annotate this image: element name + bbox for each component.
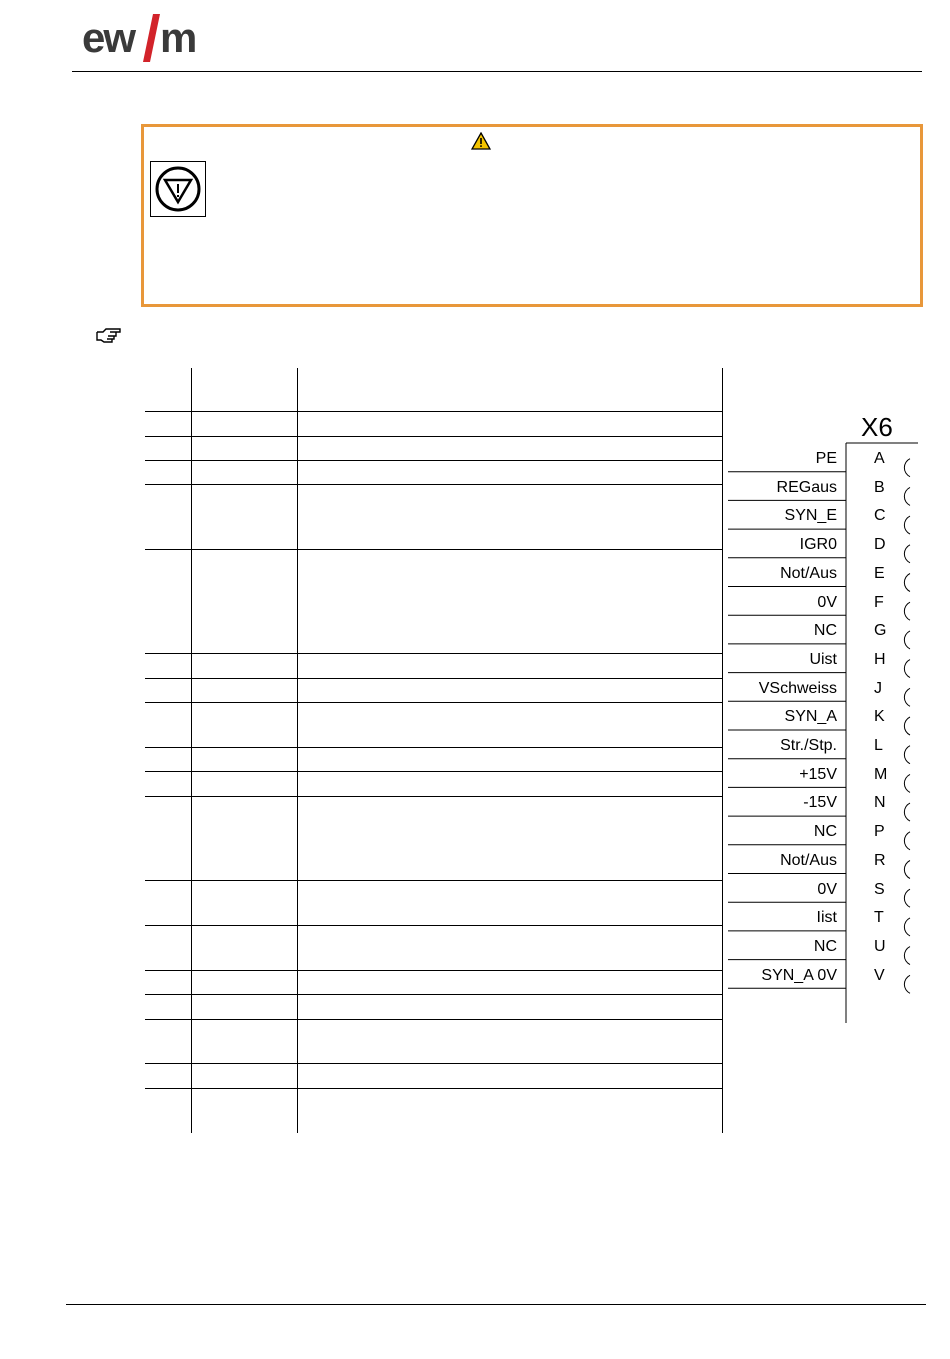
warning-box (141, 124, 923, 307)
pin-contact-icon (904, 975, 910, 993)
pin-contact-icon (904, 832, 910, 850)
stop-sign-icon (150, 161, 206, 217)
pointing-hand-icon (95, 324, 123, 344)
table-row-line (145, 702, 723, 703)
table-row-line (145, 436, 723, 437)
table-row-line (145, 925, 723, 926)
pin-signal-label: VSchweiss (758, 679, 837, 697)
header-rule (72, 71, 922, 72)
pin-signal-label: NC (813, 823, 837, 841)
pin-contact-icon (904, 688, 910, 706)
svg-text:m: m (160, 14, 198, 61)
pin-letter-label: G (874, 622, 887, 640)
pin-contact-icon (904, 602, 910, 620)
pin-letter-label: J (874, 679, 882, 697)
pin-signal-label: 0V (817, 880, 837, 898)
pin-contact-icon (904, 717, 910, 735)
table-row-line (145, 970, 723, 971)
svg-text:ew: ew (82, 14, 135, 61)
pin-description-table (145, 368, 723, 1133)
pin-signal-label: Str./Stp. (780, 737, 837, 754)
pin-letter-label: R (874, 851, 886, 869)
pin-contact-icon (904, 803, 910, 821)
pin-contact-icon (904, 631, 910, 649)
pin-contact-icon (904, 774, 910, 792)
pin-letter-label: T (874, 909, 884, 927)
pin-signal-label: NC (813, 937, 837, 955)
footer-rule (66, 1304, 926, 1305)
pin-signal-label: SYN_A (784, 708, 837, 726)
pin-letter-label: K (874, 708, 885, 726)
pin-signal-label: -15V (803, 794, 837, 812)
pin-signal-label: Iist (816, 909, 837, 927)
table-row-line (145, 880, 723, 881)
pin-letter-label: D (874, 536, 886, 554)
pin-signal-label: PE (815, 450, 837, 467)
pin-letter-label: C (874, 507, 886, 525)
pin-signal-label: Not/Aus (780, 851, 837, 869)
pin-letter-label: B (874, 478, 885, 496)
pin-contact-icon (904, 947, 910, 965)
table-row-line (145, 994, 723, 995)
pin-contact-icon (904, 574, 910, 592)
pin-letter-label: M (874, 765, 888, 783)
table-row-line (145, 1063, 723, 1064)
pin-signal-label: +15V (799, 765, 837, 783)
table-row-line (145, 460, 723, 461)
pin-signal-label: Not/Aus (780, 564, 837, 582)
table-row-line (145, 678, 723, 679)
table-row-line (145, 747, 723, 748)
pin-signal-label: SYN_E (784, 507, 837, 525)
table-row-line (145, 1019, 723, 1020)
table-row-line (145, 1088, 723, 1089)
pin-letter-label: V (874, 966, 885, 984)
table-row-line (145, 653, 723, 654)
pin-signal-label: Uist (809, 650, 837, 668)
table-row-line (145, 771, 723, 772)
warning-triangle-icon (471, 132, 491, 150)
table-row-line (145, 549, 723, 550)
pin-letter-label: A (874, 450, 885, 467)
pin-signal-label: 0V (817, 593, 837, 611)
pin-contact-icon (904, 746, 910, 764)
connector-title: X6 (861, 412, 893, 442)
pin-letter-label: H (874, 650, 886, 668)
pin-letter-label: U (874, 937, 886, 955)
pin-contact-icon (904, 861, 910, 879)
pin-letter-label: F (874, 593, 884, 611)
pin-contact-icon (904, 487, 910, 505)
pin-signal-label: NC (813, 622, 837, 640)
pin-letter-label: E (874, 564, 885, 582)
table-row-line (145, 484, 723, 485)
pin-signal-label: REGaus (776, 478, 837, 496)
pin-contact-icon (904, 459, 910, 477)
pin-letter-label: N (874, 794, 886, 812)
table-row-line (145, 411, 723, 412)
ewm-logo (82, 12, 217, 64)
pin-contact-icon (904, 889, 910, 907)
pin-signal-label: SYN_A 0V (761, 966, 837, 984)
pin-letter-label: S (874, 880, 885, 898)
pin-contact-icon (904, 545, 910, 563)
pin-letter-label: P (874, 823, 885, 841)
pin-letter-label: L (874, 737, 883, 754)
pin-contact-icon (904, 660, 910, 678)
pin-signal-label: IGR0 (799, 536, 837, 554)
connector-x6-diagram (720, 408, 940, 1028)
table-row-line (145, 796, 723, 797)
pin-contact-icon (904, 918, 910, 936)
pin-contact-icon (904, 516, 910, 534)
